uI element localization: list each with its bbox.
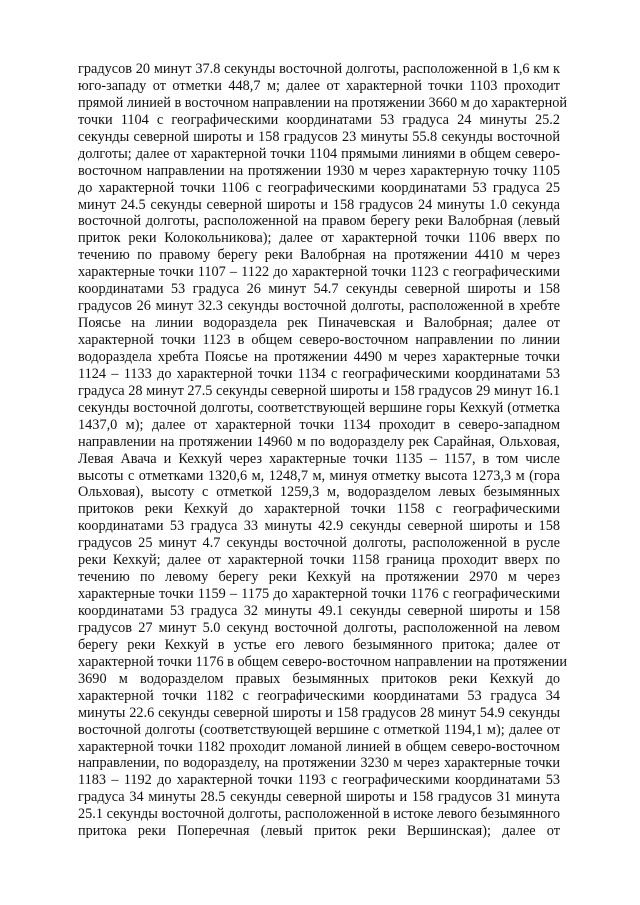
document-body: [78, 61, 568, 840]
text-line: секунды северной широты и 158 градусов 23 минуты 55.8 секунды восточной: [78, 128, 560, 145]
text-line: характерной точки 1182 проходит ломаной линией в общем северо-восточном: [78, 738, 560, 755]
text-line: долготы; далее от характерной точки 1104 прямыми линиями в общем северо-: [78, 145, 560, 162]
text-line: градусов 25 минут 4.7 секунды восточной долготы, расположенной в русле: [78, 535, 560, 552]
text-line: реки Кехкуй; далее от характерной точки 1158 граница проходит вверх по: [78, 552, 560, 569]
text-line: юго-западу от отметки 448,7 м; далее от характерной точки 1103 проходит: [78, 77, 560, 94]
text-line: координатами 53 градуса 33 минуты 42.9 секунды северной широты и 158: [78, 518, 560, 535]
text-line: направлении, по водоразделу, на протяжении 3230 м через характерные точки: [78, 755, 560, 772]
text-line: характерные точки 1159 – 1175 до характерной точки 1176 с географическими: [78, 586, 560, 603]
text-line: приток реки Колокольникова); далее от характерной точки 1106 вверх по: [78, 230, 560, 247]
text-line: до характерной точки 1106 с географическими координатами 53 градуса 25: [78, 179, 560, 196]
text-line: минуты 22.6 секунды северной широты и 158 градусов 28 минут 54.9 секунды: [78, 704, 560, 721]
text-line: Левая Авача и Кехкуй через характерные точки 1135 – 1157, в том числе: [78, 450, 560, 467]
text-line: 1437,0 м); далее от характерной точки 1134 проходит в северо-западном: [78, 416, 560, 433]
text-line: секунды восточной долготы, соответствующей вершине горы Кехкуй (отметка: [78, 399, 560, 416]
text-line: берегу реки Кехкуй в устье его левого безымянного притока; далее от: [78, 636, 560, 653]
text-line: восточной долготы (соответствующей вершине с отметкой 1194,1 м); далее от: [78, 721, 560, 738]
text-line: градусов 20 минут 37.8 секунды восточной долготы, расположенной в 1,6 км к: [78, 61, 560, 77]
text-line: градусов 26 минут 32.3 секунды восточной долготы, расположенной в хребте: [78, 298, 560, 315]
text-line: характерные точки 1107 – 1122 до характерной точки 1123 с географическими: [78, 264, 560, 281]
text-line: течению по левому берегу реки Кехкуй на протяжении 2970 м через: [78, 569, 560, 586]
text-line: 3690 м водоразделом правых безымянных притоков реки Кехкуй до: [78, 670, 560, 687]
text-line: восточном направлении на протяжении 1930 м через характерную точку 1105: [78, 162, 560, 179]
text-line: точки 1104 с географическими координатами 53 градуса 24 минуты 25.2: [78, 111, 560, 128]
text-line: направлении на протяжении 14960 м по водоразделу рек Сарайная, Ольховая,: [78, 433, 560, 450]
text-line: прямой линией в восточном направлении на протяжении 3660 м до характерной: [78, 94, 568, 111]
text-line: минут 24.5 секунды северной широты и 158 градусов 24 минуты 1.0 секунда: [78, 196, 560, 213]
text-line: характерной точки 1123 в общем северо-восточном направлении по линии: [78, 332, 560, 348]
text-line: 25.1 секунды восточной долготы, расположенной в истоке левого безымянного: [78, 806, 561, 823]
text-line: водораздела хребта Поясье на протяжении 4490 м через характерные точки: [78, 348, 560, 365]
text-line: характерной точки 1182 с географическими координатами 53 градуса 34: [78, 687, 560, 704]
text-line: градуса 34 минуты 28.5 секунды северной широты и 158 градусов 31 минута: [78, 789, 560, 806]
text-line: координатами 53 градуса 26 минут 54.7 секунды северной широты и 158: [78, 281, 560, 298]
text-line: координатами 53 градуса 32 минуты 49.1 секунды северной широты и 158: [78, 603, 560, 619]
text-line: Ольховая), высоту с отметкой 1259,3 м, водоразделом левых безымянных: [78, 484, 560, 501]
text-line: притока реки Поперечная (левый приток реки Вершинская); далее от: [78, 823, 560, 840]
text-line: градуса 28 минут 27.5 секунды северной широты и 158 градусов 29 минут 16.1: [78, 382, 561, 399]
text-line: притоков реки Кехкуй до характерной точки 1158 с географическими: [78, 501, 560, 518]
text-line: восточной долготы, расположенной на правом берегу реки Валобрная (левый: [78, 213, 560, 230]
text-line: высоты с отметками 1320,6 м, 1248,7 м, минуя отметку высота 1273,3 м (гора: [78, 467, 560, 484]
text-line: 1183 – 1192 до характерной точки 1193 с географическими координатами 53: [78, 772, 560, 789]
text-line: градусов 27 минут 5.0 секунд восточной долготы, расположенной на левом: [78, 619, 560, 636]
text-line: 1124 – 1133 до характерной точки 1134 с географическими координатами 53: [78, 365, 560, 382]
text-line: течению по правому берегу реки Валобрная на протяжении 4410 м через: [78, 247, 560, 264]
text-line: характерной точки 1176 в общем северо-восточном направлении на протяжении: [78, 653, 567, 670]
text-line: Поясье на линии водораздела рек Пиначевская и Валобрная; далее от: [78, 315, 560, 332]
